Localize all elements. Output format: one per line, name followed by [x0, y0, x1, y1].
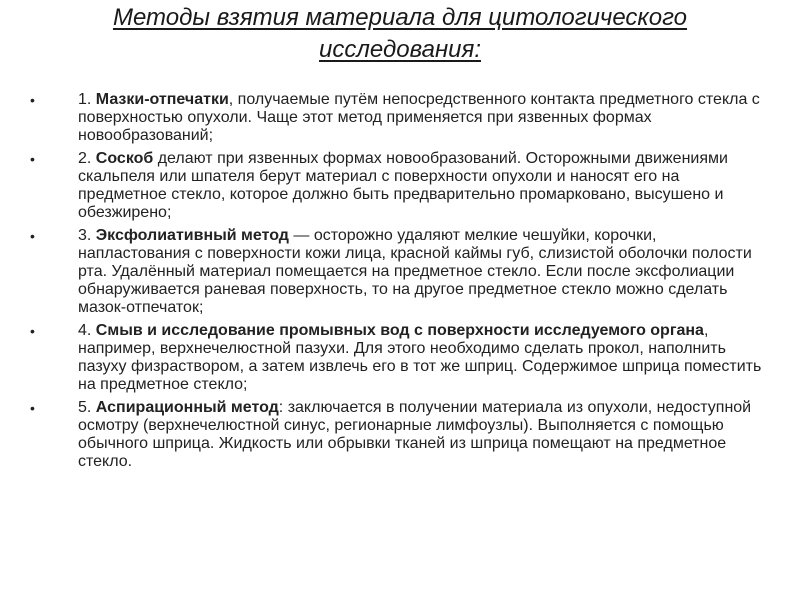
slide-title: Методы взятия материала для цитологического исследования:	[112, 4, 688, 63]
list-item	[30, 399, 772, 471]
item-number: 3.	[78, 227, 96, 244]
list-item	[30, 322, 772, 394]
method-name: Аспирационный метод	[95, 399, 279, 416]
item-number: 1.	[78, 91, 96, 108]
list-item	[30, 150, 772, 222]
method-description: , например, верхнечелюстной пазухи. Для этого необходимо сделать прокол, наполнить пазуху физраствором, а затем извлечь его в тот же шприц. Содержимое шприца поместить на предметное стекло;	[78, 322, 762, 393]
list-item	[30, 91, 772, 145]
bullet-icon: •	[30, 92, 35, 108]
item-number: 4.	[78, 322, 96, 339]
method-name: Мазки-отпечатки	[95, 91, 229, 108]
method-name: Соскоб	[95, 150, 154, 167]
method-description: делают при язвенных формах новообразований. Осторожными движениями скальпеля или шпателя берут материал с поверхности опухоли и наносят его на предметное стекло, которое должно быть предварительно промарковано, высушено и обезжирено;	[78, 150, 728, 221]
bullet-icon: •	[30, 323, 35, 339]
list-item	[30, 227, 772, 317]
item-number: 5.	[78, 399, 96, 416]
method-description: : заключается в получении материала из опухоли, недоступной осмотру (верхнечелюстной синус, регионарные лимфоузлы). Выполняется с помощью обычного шприца. Жидкость или обрывки тканей из шприца помещают на предметное стекло.	[78, 399, 752, 470]
method-name: Эксфолиативный метод	[95, 227, 289, 244]
method-description: , получаемые путём непосредственного контакта предметного стекла с поверхностью опухоли. Чаще этот метод применяется при язвенных формах новообразований;	[78, 91, 760, 144]
bullet-icon: •	[30, 228, 35, 244]
item-number: 2.	[78, 150, 96, 167]
method-description: — осторожно удаляют мелкие чешуйки, корочки, напластования с поверхности кожи лица, красной каймы губ, слизистой оболочки полости рта. Удалённый материал помещается на предметное стекло. Если после эксфолиации обнаруживается раневая поверхность, то на другое предметное стекло можно сделать мазок-отпечаток;	[78, 227, 752, 316]
methods-list	[30, 91, 772, 476]
bullet-icon: •	[30, 400, 35, 416]
method-name: Смыв и исследование промывных вод с поверхности исследуемого органа	[95, 322, 704, 339]
bullet-icon: •	[30, 151, 35, 167]
